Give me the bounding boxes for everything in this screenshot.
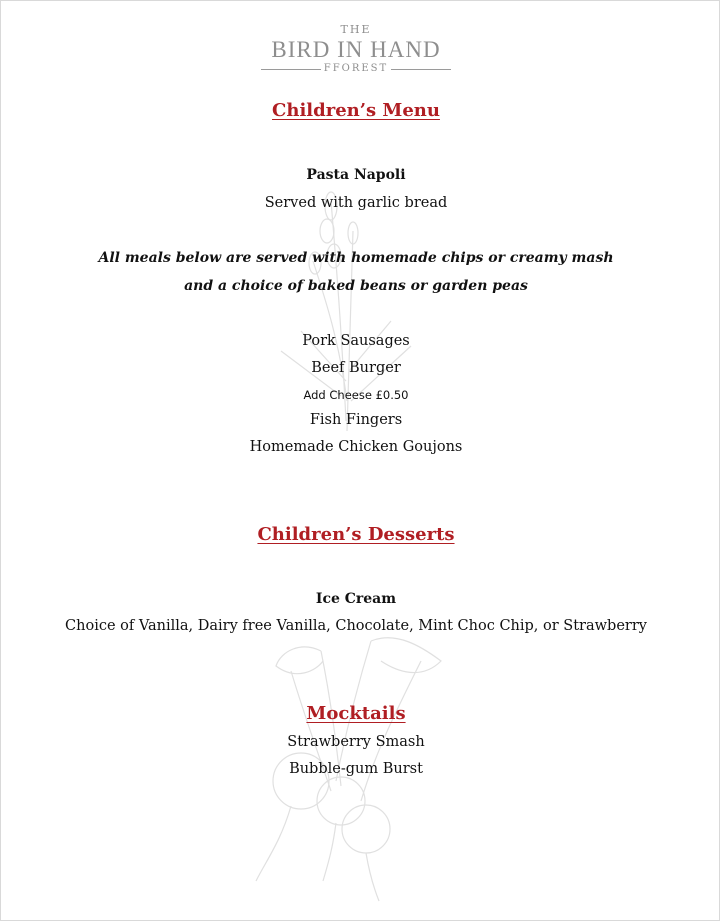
pasta-description: Served with garlic bread xyxy=(264,195,448,211)
logo-top-text: THE xyxy=(340,23,372,36)
menu-item: Beef Burger xyxy=(311,360,401,376)
meal-note-line-1: All meals below are served with homemade chips or creamy mash xyxy=(98,250,614,266)
childrens-desserts-heading: Children’s Desserts xyxy=(257,524,455,545)
logo-bottom-text: FFOREST xyxy=(261,63,451,74)
mocktail-item: Bubble-gum Burst xyxy=(289,761,423,777)
menu-item-addon: Add Cheese £0.50 xyxy=(303,388,409,402)
mocktails-heading: Mocktails xyxy=(306,703,406,724)
dessert-title: Ice Cream xyxy=(315,591,397,607)
mocktail-item: Strawberry Smash xyxy=(287,734,425,750)
dessert-description: Choice of Vanilla, Dairy free Vanilla, Chocolate, Mint Choc Chip, or Strawberry xyxy=(65,618,647,634)
menu-item: Pork Sausages xyxy=(302,333,410,349)
menu-item: Homemade Chicken Goujons xyxy=(249,439,463,455)
menu-item: Fish Fingers xyxy=(309,412,403,428)
botanical-watermark xyxy=(1,1,720,921)
meal-note-line-2: and a choice of baked beans or garden peas xyxy=(184,278,528,294)
logo-main-text: BIRD IN HAND xyxy=(271,37,441,62)
childrens-menu-heading: Children’s Menu xyxy=(272,100,440,121)
pasta-title: Pasta Napoli xyxy=(306,167,406,183)
restaurant-logo xyxy=(1,23,711,74)
